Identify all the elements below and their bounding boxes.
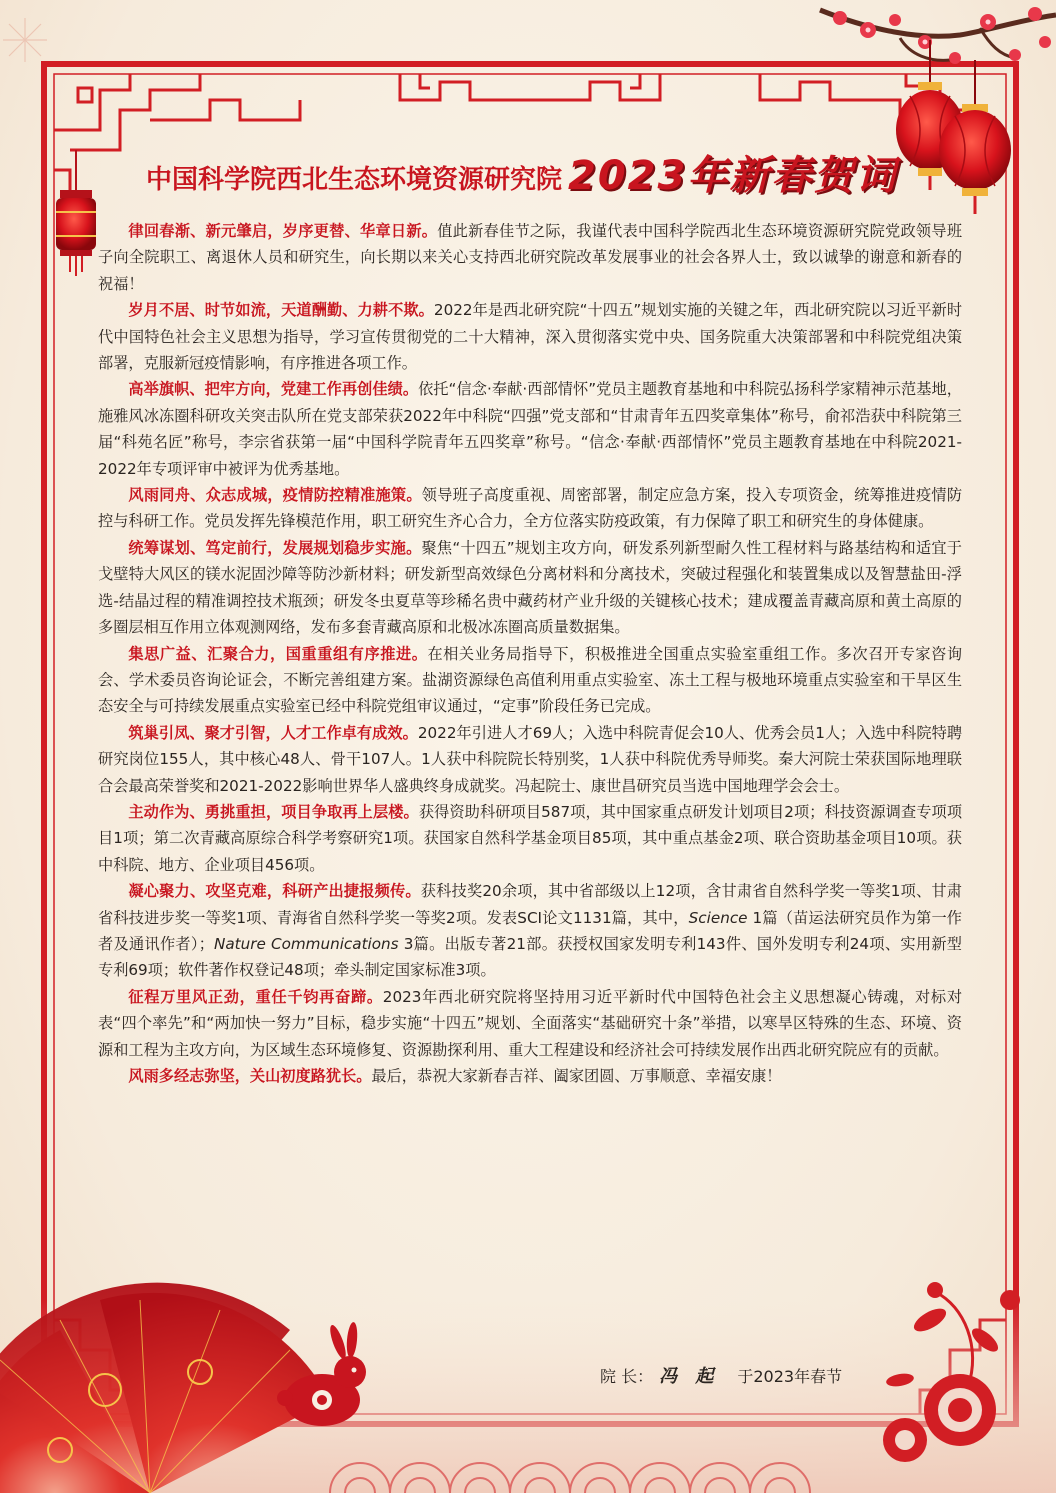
journal-name: Science [688, 908, 748, 927]
paragraph-lead: 高举旗帜、把牢方向，党建工作再创佳绩。 [128, 380, 419, 399]
paragraph-lead: 律回春渐、新元肇启，岁序更替、华章日新。 [128, 222, 438, 240]
paragraph-text: 获科技奖20余项，其中省部级以上12项，含甘肃省自然科学奖一等奖1项、甘肃省科技进步奖一等奖1项、青海省自然科学奖一等奖2项。发表SCI论文1131篇，其中， [98, 882, 962, 927]
paragraph [98, 218, 962, 297]
paragraph-text: 2023年西北研究院将坚持用习近平新时代中国特色社会主义思想凝心铸魂，对标对表“四个率先”和“两加快一努力”目标，稳步实施“十四五”规划、全面落实“基础研究十条”举措，以寒旱区特殊的生态、环境、资源和工程为主攻方向，为区域生态环境修复、资源勘探利用、重大工程建设和经济社会可持续发展作出西北研究院应有的贡献。 [98, 987, 963, 1059]
paragraph-text: 领导班子高度重视、周密部署，制定应急方案，投入专项资金，统筹推进疫情防控与科研工作。党员发挥先锋模范作用，职工研究生齐心合力，全方位落实防疫政策，有力保障了职工和研究生的身体健康。 [98, 486, 963, 531]
paragraph-lead: 风雨多经志弥坚，关山初度路犹长。 [128, 1067, 372, 1085]
signature-name: 冯 起 [659, 1366, 720, 1387]
title-greeting: 2023年新春贺词 [568, 153, 898, 199]
title-institute: 中国科学院西北生态环境资源研究院 [146, 165, 563, 195]
greeting-body [98, 218, 962, 1089]
paragraph [98, 297, 962, 376]
paragraph-text: 在相关业务局指导下，积极推进全国重点实验室重组工作。多次召开专家咨询会、学术委员咨询论证会，不断完善组建方案。盐湖资源绿色高值利用重点实验室、冻土工程与极地环境重点实验室和干旱区生态安全与可持续发展重点实验室已经中科院党组审议通过，“定事”阶段任务已完成。 [98, 644, 963, 716]
paragraph [98, 482, 962, 535]
paragraph-lead: 集思广益、汇聚合力，国重重组有序推进。 [128, 644, 428, 663]
paragraph-text: 1篇（苗运法研究员作为第一作者及通讯作者）； [98, 908, 962, 953]
signature [600, 1360, 842, 1390]
paragraph-lead: 征程万里风正劲，重任千钧再奋蹄。 [128, 987, 383, 1006]
paragraph [98, 535, 962, 641]
paragraph [98, 641, 962, 720]
paragraph [98, 720, 962, 799]
signature-role: 院 长： [600, 1366, 654, 1386]
journal-name: Nature Communications [214, 934, 399, 953]
fireworks-icon [3, 18, 47, 62]
paragraph [98, 1063, 962, 1089]
paragraph-lead: 筑巢引凤、聚才引智，人才工作卓有成效。 [128, 723, 418, 742]
lantern-icon [939, 60, 1011, 214]
page-title [130, 140, 930, 200]
paragraph-lead: 主动作为、勇挑重担，项目争取再上层楼。 [128, 802, 419, 821]
paragraph [98, 984, 962, 1063]
paragraph-text: 获得资助科研项目587项，其中国家重点研发计划项目2项；科技资源调查专项项目1项；第二次青藏高原综合科学考察研究1项。获国家自然科学基金项目85项，其中重点基金2项、联合资助基金项目10项。获中科院、地方、企业项目456项。 [98, 802, 963, 874]
paragraph-text: 2022年是西北研究院“十四五”规划实施的关键之年，西北研究院以习近平新时代中国特色社会主义思想为指导，学习宣传贯彻党的二十大精神，深入贯彻落实党中央、国务院重大决策部署和中科院党组决策部署，克服新冠疫情影响，有序推进各项工作。 [98, 301, 963, 373]
paragraph-text: 依托“信念·奉献·西部情怀”党员主题教育基地和中科院弘扬科学家精神示范基地，施雅风冰冻圈科研攻关突击队所在党支部荣获2022年中科院“四强”党支部和“甘肃青年五四奖章集体”称号，俞祁浩获中科院第三届“科苑名匠”称号，李宗省获第一届“中国科学院青年五四奖章”称号。“信念·奉献·西部情怀”党员主题教育基地在中科院2021-2022年专项评审中被评为优秀基地。 [98, 380, 962, 478]
paragraph [98, 376, 962, 482]
paragraph-text: 3篇。出版专著21部。获授权国家发明专利143件、国外发明专利24项、实用新型专利69项；软件著作权登记48项；牵头制定国家标准3项。 [98, 934, 962, 980]
plum-blossom-icon [820, 7, 1056, 64]
paragraph-lead: 统筹谋划、笃定前行，发展规划稳步实施。 [128, 538, 422, 557]
paragraph [98, 878, 962, 984]
paragraph-lead: 凝心聚力、攻坚克难，科研产出捷报频传。 [128, 882, 421, 901]
paragraph-lead: 岁月不居、时节如流，天道酬勤、力耕不欺。 [128, 301, 434, 320]
paragraph-text: 值此新春佳节之际，我谨代表中国科学院西北生态环境资源研究院党政领导班子向全院职工、离退休人员和研究生，向长期以来关心支持西北研究院改革发展事业的社会各界人士，致以诚挚的谢意和新春的祝福！ [98, 222, 963, 293]
paragraph-text: 2022年引进人才69人；入选中科院青促会10人、优秀会员1人；入选中科院特聘研究岗位155人，其中核心48人、骨干107人。1人获中科院院长特别奖，1人获中科院优秀导师奖。秦大河院士荣获国际地理联合会最高荣誉奖和2021-2022影响世界华人盛典终身成就奖。冯起院士、康世昌研究员当选中国地理学会会士。 [98, 723, 963, 795]
signature-date: 于2023年春节 [737, 1366, 843, 1386]
paragraph [98, 799, 962, 878]
paragraph-text: 聚焦“十四五”规划主攻方向，研发系列新型耐久性工程材料与路基结构和适宜于戈壁特大风区的镁水泥固沙障等防沙新材料；研发新型高效绿色分离材料和分离技术，突破过程强化和装置集成以及智慧盐田-浮选-结晶过程的精准调控技术瓶颈；研发冬虫夏草等珍稀名贵中藏药材产业升级的关键核心技术；建成覆盖青藏高原和黄土高原的多圈层相互作用立体观测网络，发布多套青藏高原和北极冰冻圈高质量数据集。 [98, 538, 962, 637]
paragraph-lead: 风雨同舟、众志成城，疫情防控精准施策。 [128, 486, 422, 505]
paragraph-text: 最后，恭祝大家新春吉祥、阖家团圆、万事顺意、幸福安康！ [371, 1067, 782, 1085]
